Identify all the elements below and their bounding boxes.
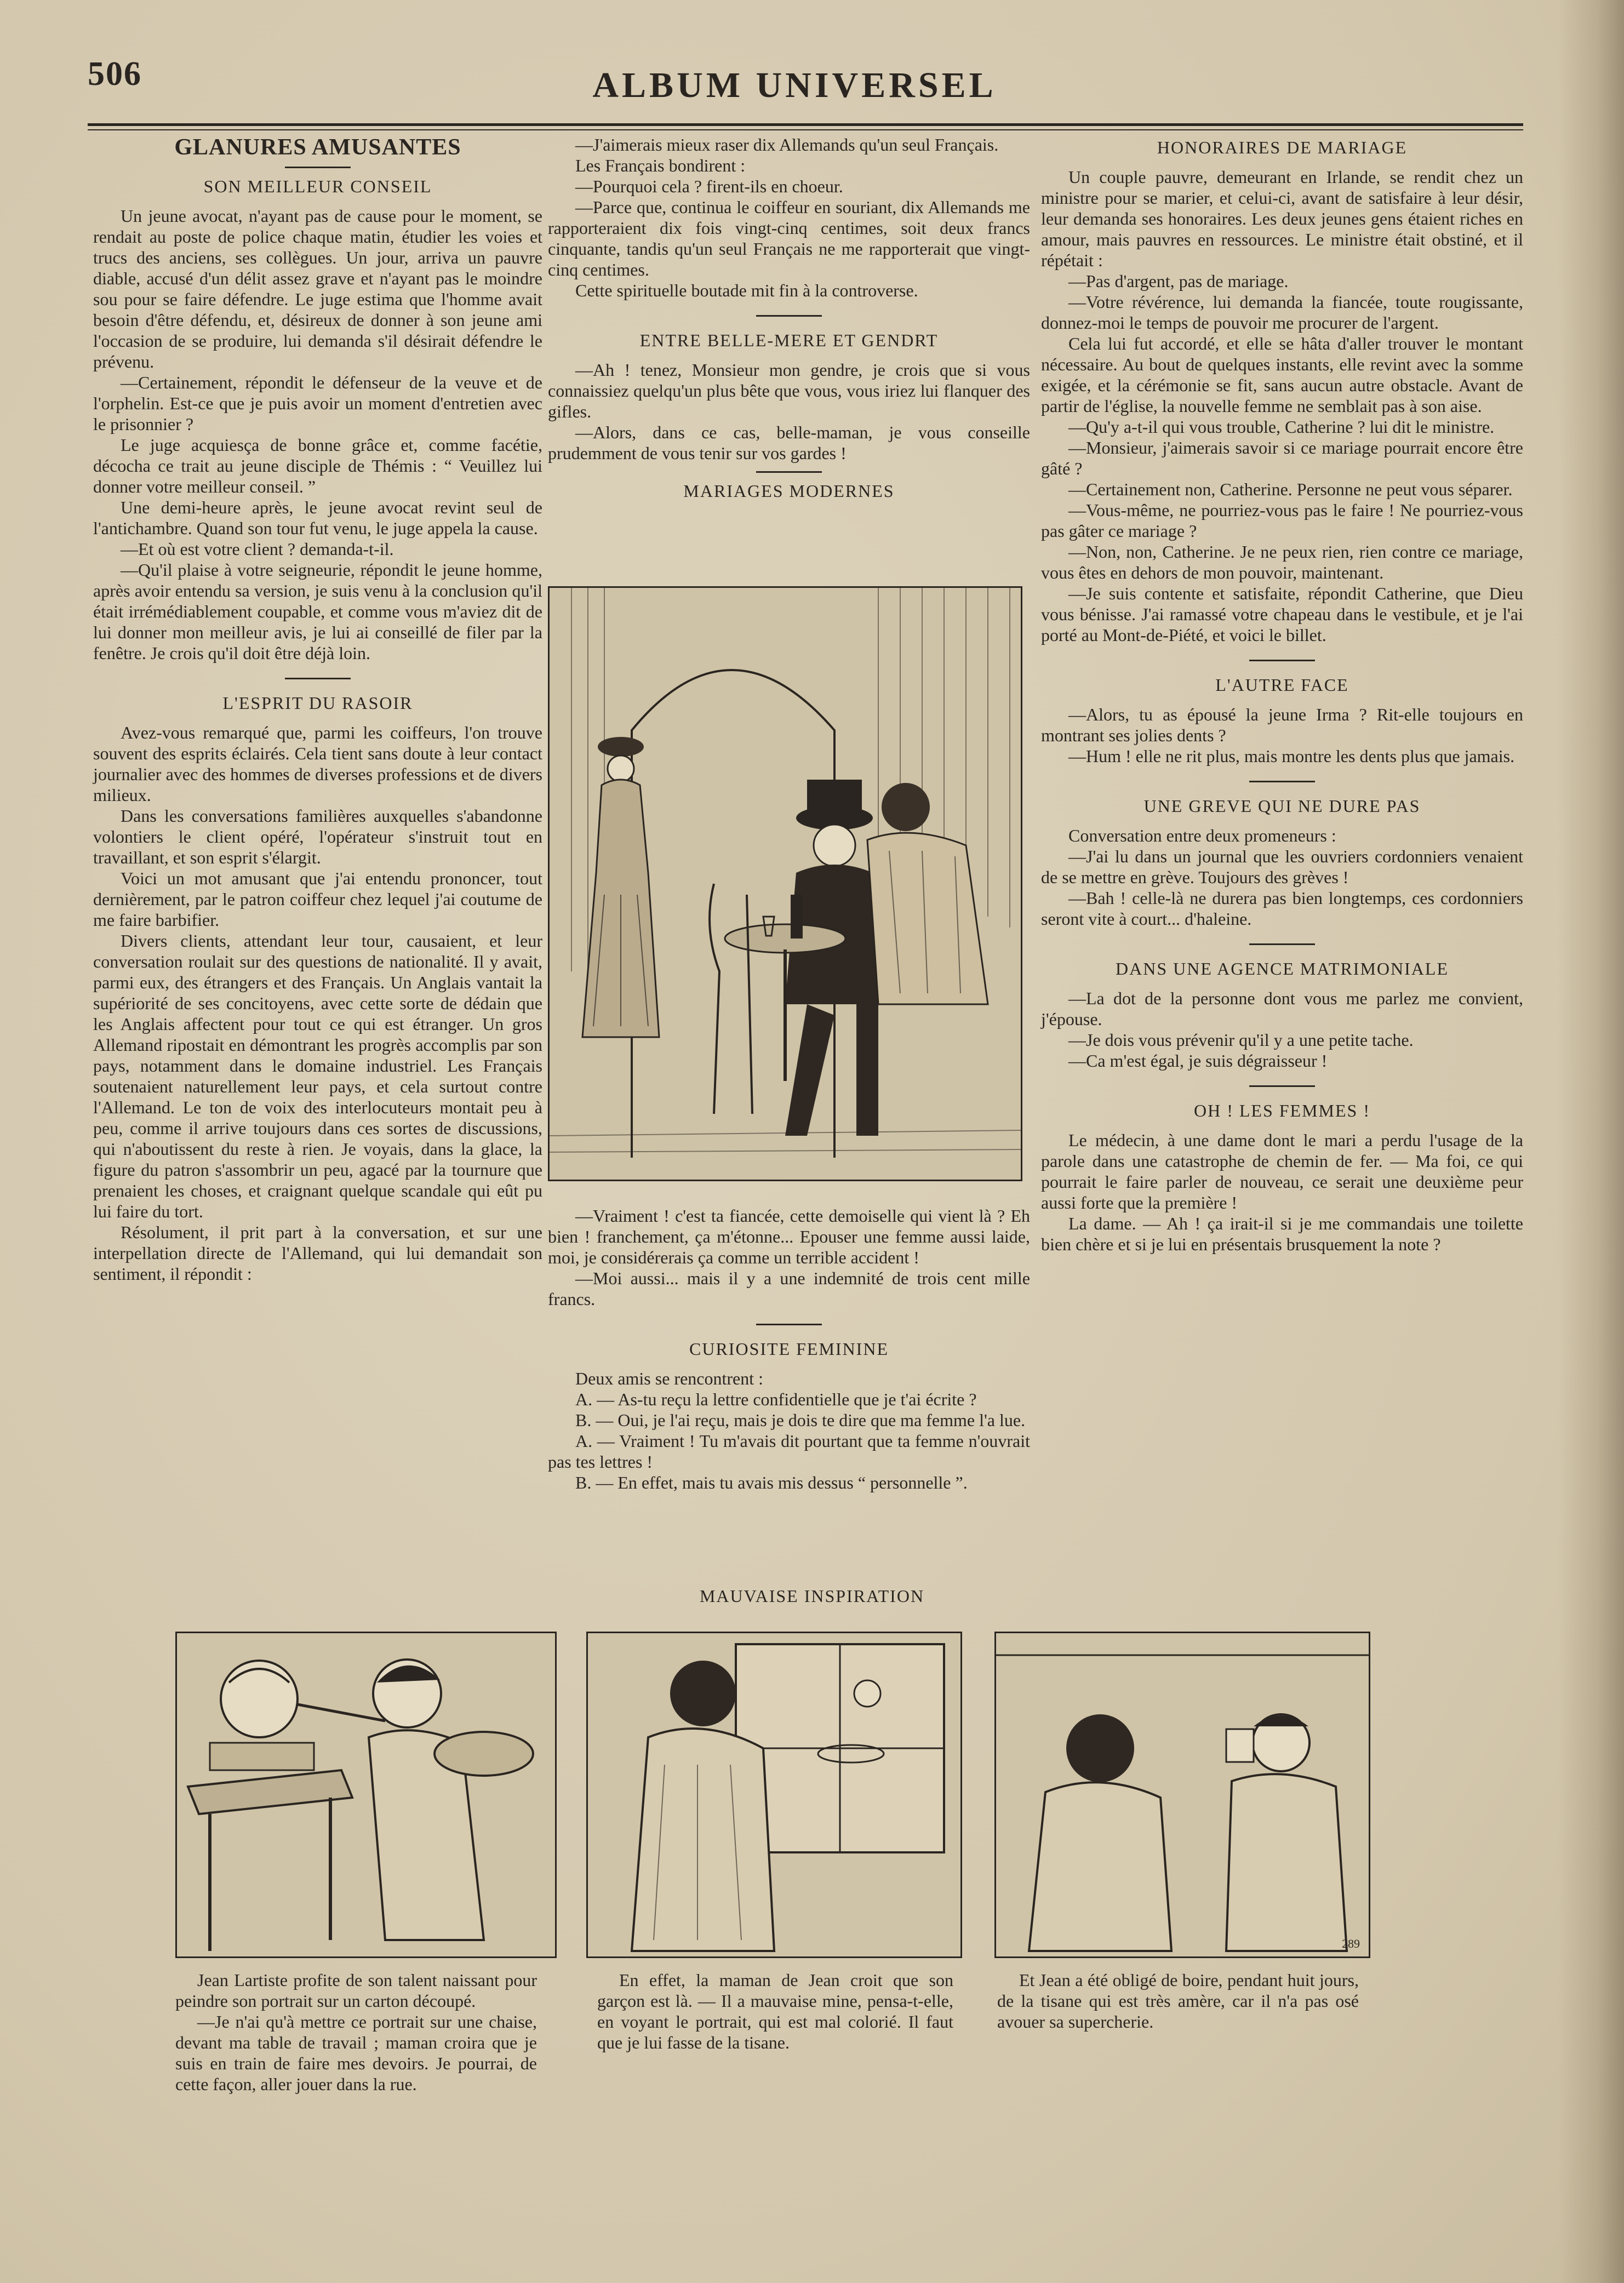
paragraph: A. — Vraiment ! Tu m'avais dit pourtant que ta femme n'ouvrait pas tes lettres ! — [548, 1431, 1030, 1472]
panel-3-caption — [997, 1970, 1359, 2032]
paragraph: La dame. — Ah ! ça irait-il si je me commandais une toilette bien chère et si je lui en présentais brusquement la note ? — [1041, 1214, 1523, 1254]
panel-mark: 289 — [1342, 1937, 1360, 1950]
separator — [285, 167, 351, 168]
paragraph: —Hum ! elle ne rit plus, mais montre les dents plus que jamais. — [1068, 746, 1515, 766]
paragraph: Avez-vous remarqué que, parmi les coiffeurs, l'on trouve souvent des esprits éclairés. Cela tient sans doute à leur contact journalier avec des hommes de diverses professions et de divers milieux. — [93, 723, 542, 805]
mother-at-window-illustration — [586, 1632, 962, 1958]
paragraph: —J'ai lu dans un journal que les ouvriers cordonniers venaient de se mettre en grève. Toujours des grèves ! — [1041, 846, 1523, 887]
separator — [1249, 943, 1315, 945]
paragraph: —Qu'y a-t-il qui vous trouble, Catherine ? lui dit le ministre. — [1068, 417, 1495, 437]
article-heading: ENTRE BELLE-MERE ET GENDRT — [639, 330, 939, 350]
article-heading: L'ESPRIT DU RASOIR — [222, 693, 413, 713]
separator — [285, 678, 351, 679]
article-heading: CURIOSITE FEMININE — [689, 1339, 889, 1359]
header-rule-thin — [88, 129, 1523, 130]
paragraph: Les Français bondirent : — [575, 156, 746, 175]
paragraph: —Je suis contente et satisfaite, répondit Catherine, que Dieu vous bénisse. J'ai ramassé votre chapeau dans le vestibule, et je l'ai porté au Mont-de-Piété, et voici le billet. — [1041, 583, 1523, 645]
strip-title: MAUVAISE INSPIRATION — [699, 1586, 925, 1606]
separator — [1249, 1085, 1315, 1087]
column-2-lower — [548, 1205, 1030, 1493]
paragraph: —Je dois vous prévenir qu'il y a une petite tache. — [1068, 1030, 1414, 1050]
separator — [1249, 781, 1315, 782]
header-rule — [88, 123, 1523, 126]
paragraph: —Monsieur, j'aimerais savoir si ce mariage pourrait encore être gâté ? — [1041, 438, 1523, 478]
paragraph: Résolument, il prit part à la conversation, et sur une interpellation directe de l'Allemand, qui lui demandait son sentiment, il répondit : — [93, 1222, 542, 1284]
article-heading: MARIAGES MODERNES — [683, 481, 895, 501]
paragraph: Cela lui fut accordé, et elle se hâta d'aller trouver le montant nécessaire. Au bout de quelques instants, elle revint avec la somme exigée, et la cérémonie se fit, sans aucun autre obstacle. Avant de partir de l'église, la nouvelle femme ne semblait pas à son aise. — [1041, 334, 1523, 416]
paragraph: Le juge acquiesça de bonne grâce et, comme facétie, décocha ce trait au jeune disciple de Thémis : “ Veuillez lui donner votre meilleur conseil. ” — [93, 435, 542, 496]
paragraph: Une demi-heure après, le jeune avocat revint seul de l'antichambre. Quand son tour fut venu, le juge appela la cause. — [93, 497, 542, 538]
cafe-scene-illustration — [548, 586, 1022, 1181]
paragraph: —Alors, dans ce cas, belle-maman, je vous conseille prudemment de vous tenir sur vos gardes ! — [548, 422, 1030, 463]
paragraph: Deux amis se rencontrent : — [575, 1369, 763, 1388]
paragraph: —Je n'ai qu'à mettre ce portrait sur une chaise, devant ma table de travail ; maman croira que je suis en train de faire mes devoirs. Je pourrai, de cette façon, aller jouer dans la rue. — [175, 2012, 537, 2094]
paragraph: —Vraiment ! c'est ta fiancée, cette demoiselle qui vient là ? Eh bien ! franchement, ça m'étonne... Epouser une femme aussi laide, moi, je considérerais ça comme un terrible accident ! — [548, 1206, 1030, 1267]
panel-3-drawing — [996, 1633, 1369, 1956]
panel-2-caption — [597, 1970, 953, 2053]
section-title: GLANURES AMUSANTES — [174, 135, 461, 160]
article-heading: DANS UNE AGENCE MATRIMONIALE — [1116, 959, 1449, 979]
paragraph: —Non, non, Catherine. Je ne peux rien, rien contre ce mariage, vous êtes en dehors de mon pouvoir, maintenant. — [1041, 542, 1523, 582]
paragraph: —Qu'il plaise à votre seigneurie, répondit le jeune homme, après avoir entendu sa version, je suis venu à la conclusion qu'il était irrémédiablement coupable, et comme vous m'aviez dit de lui donner mon meilleur avis, je lui ai conseillé de filer par la fenêtre. Je crois qu'il doit être déjà loin. — [93, 560, 542, 663]
paragraph: Voici un mot amusant que j'ai entendu prononcer, tout dernièrement, par le patron coiffeur chez lequel j'ai coutume de me faire barbifier. — [93, 868, 542, 930]
paragraph: —Vous-même, ne pourriez-vous pas le faire ! Ne pourriez-vous pas gâter ce mariage ? — [1041, 500, 1523, 541]
paragraph: —Certainement non, Catherine. Personne ne peut vous séparer. — [1068, 479, 1513, 499]
binding-shadow — [1558, 0, 1624, 2283]
separator — [1249, 660, 1315, 661]
paragraph: Un jeune avocat, n'ayant pas de cause pour le moment, se rendait au poste de police chaque matin, étudier les voies et trucs des anciens, ses collègues. Un jour, arriva un pauvre diable, accusé d'un délit assez grave et n'ayant pas le moindre sou pour se faire défendre. Le juge estima que l'homme avait besoin d'être défendu, et, désireux de donner à son jeune ami l'occasion de se produire, lui demanda s'il désirait défendre le prévenu. — [93, 206, 542, 371]
panel-1-drawing — [177, 1633, 555, 1956]
paragraph: —La dot de la personne dont vous me parlez me convient, j'épouse. — [1041, 988, 1523, 1029]
separator — [756, 315, 822, 317]
paragraph: En effet, la maman de Jean croit que son garçon est là. — Il a mauvaise mine, pensa-t-elle, en voyant le portrait, qui est mal colorié. Il faut que je lui fasse de la tisane. — [597, 1970, 953, 2052]
paragraph: Cette spirituelle boutade mit fin à la controverse. — [575, 281, 918, 300]
article-heading: UNE GREVE QUI NE DURE PAS — [1143, 796, 1421, 816]
paragraph: —Ca m'est égal, je suis dégraisseur ! — [1068, 1051, 1328, 1071]
paragraph: —Alors, tu as épousé la jeune Irma ? Rit-elle toujours en montrant ses jolies dents ? — [1041, 705, 1523, 745]
article-heading: SON MEILLEUR CONSEIL — [203, 176, 432, 196]
article-heading: L'AUTRE FACE — [1215, 675, 1349, 695]
separator — [756, 1324, 822, 1325]
masthead: ALBUM UNIVERSEL — [592, 65, 997, 105]
column-3 — [1041, 137, 1523, 1255]
paragraph: —Pourquoi cela ? firent-ils en choeur. — [575, 176, 843, 196]
panel-1-caption — [175, 1970, 537, 2095]
paragraph: A. — As-tu reçu la lettre confidentielle que je t'ai écrite ? — [575, 1389, 977, 1409]
boy-drinking-tisane-illustration — [994, 1632, 1370, 1958]
page-number: 506 — [88, 55, 142, 93]
paragraph: —Ah ! tenez, Monsieur mon gendre, je crois que si vous connaissiez quelqu'un plus bête que vous, vous iriez lui flanquer des gifles. — [548, 360, 1030, 421]
article-heading: HONORAIRES DE MARIAGE — [1157, 138, 1408, 157]
article-heading: OH ! LES FEMMES ! — [1193, 1101, 1370, 1120]
separator — [756, 471, 822, 473]
paragraph: —Votre révérence, lui demanda la fiancée, toute rougissante, donnez-moi le temps de pouvoir me procurer de l'argent. — [1041, 292, 1523, 333]
paragraph: B. — Oui, je l'ai reçu, mais je dois te dire que ma femme l'a lue. — [575, 1410, 1026, 1430]
paragraph: —Et où est votre client ? demanda-t-il. — [121, 539, 394, 559]
paragraph: Dans les conversations familières auxquelles s'abandonne volontiers le client opéré, l'opérateur s'instruit tout en travaillant, et son esprit s'élargit. — [93, 806, 542, 867]
paragraph: —Moi aussi... mais il y a une indemnité de trois cent mille francs. — [548, 1268, 1030, 1309]
paragraph: Conversation entre deux promeneurs : — [1068, 826, 1336, 845]
cafe-scene-illustration-drawing — [550, 588, 1021, 1180]
paragraph: Jean Lartiste profite de son talent naissant pour peindre son portrait sur un carton découpé. — [175, 1970, 537, 2011]
boy-painting-portrait-illustration — [175, 1632, 557, 1958]
paragraph: Et Jean a été obligé de boire, pendant huit jours, de la tisane qui est très amère, car il n'a pas osé avouer sa supercherie. — [997, 1970, 1359, 2032]
paragraph: —Parce que, continua le coiffeur en souriant, dix Allemands me rapporteraient dix fois vingt-cinq centimes, soit deux francs cinquante, tandis qu'un seul Français ne me rapporterait que vingt-cinq centimes. — [548, 197, 1030, 279]
column-2 — [548, 134, 1030, 510]
paragraph: —Bah ! celle-là ne durera pas bien longtemps, ces cordonniers seront vite à court... d'haleine. — [1041, 888, 1523, 929]
paragraph: —Certainement, répondit le défenseur de la veuve et de l'orphelin. Est-ce que je puis avoir un moment d'entretien avec le prisonnier ? — [93, 373, 542, 434]
paragraph: —Pas d'argent, pas de mariage. — [1068, 271, 1289, 291]
paragraph: —J'aimerais mieux raser dix Allemands qu'un seul Français. — [575, 135, 999, 155]
column-1 — [93, 137, 542, 1284]
paragraph: Divers clients, attendant leur tour, causaient, et leur conversation roulait sur des questions de nationalité. Il y avait, parmi eux, des étrangers et des Français. Un Anglais vantait la supériorité de ses concitoyens, avec cette sorte de dédain que les Anglais affectent pour tout ce qui est étranger. Un gros Allemand ripostait en démontrant les progrès accomplis par son pays, notamment dans le domaine industriel. Les Français soutenaient naturellement leur pays, et cela surtout contre l'Allemand. Le ton de voix des interlocuteurs montait peu à peu, comme il arrive toujours dans ces sortes de discussions, qui n'aboutissent du reste à rien. Je voyais, dans la glace, la figure du patron s'assombrir un peu, agacé par la tournure que prenaient les choses, et craignant quelque scandale qui eût pu lui faire du tort. — [93, 931, 542, 1221]
paragraph: B. — En effet, mais tu avais mis dessus “ personnelle ”. — [575, 1473, 968, 1492]
panel-2-drawing — [588, 1633, 960, 1956]
paragraph: Un couple pauvre, demeurant en Irlande, se rendit chez un ministre pour se marier, et celui-ci, avant de satisfaire à leur désir, leur demanda ses honoraires. Les deux jeunes gens étaient riches en amour, mais pauvres en ressources. Le ministre était obstiné, et il répétait : — [1041, 167, 1523, 270]
paragraph: Le médecin, à une dame dont le mari a perdu l'usage de la parole dans une catastrophe de chemin de fer. — Ma foi, ce qui pourrait le faire parler de nouveau, ce serait une deuxième peur aussi forte que la première ! — [1041, 1130, 1523, 1212]
